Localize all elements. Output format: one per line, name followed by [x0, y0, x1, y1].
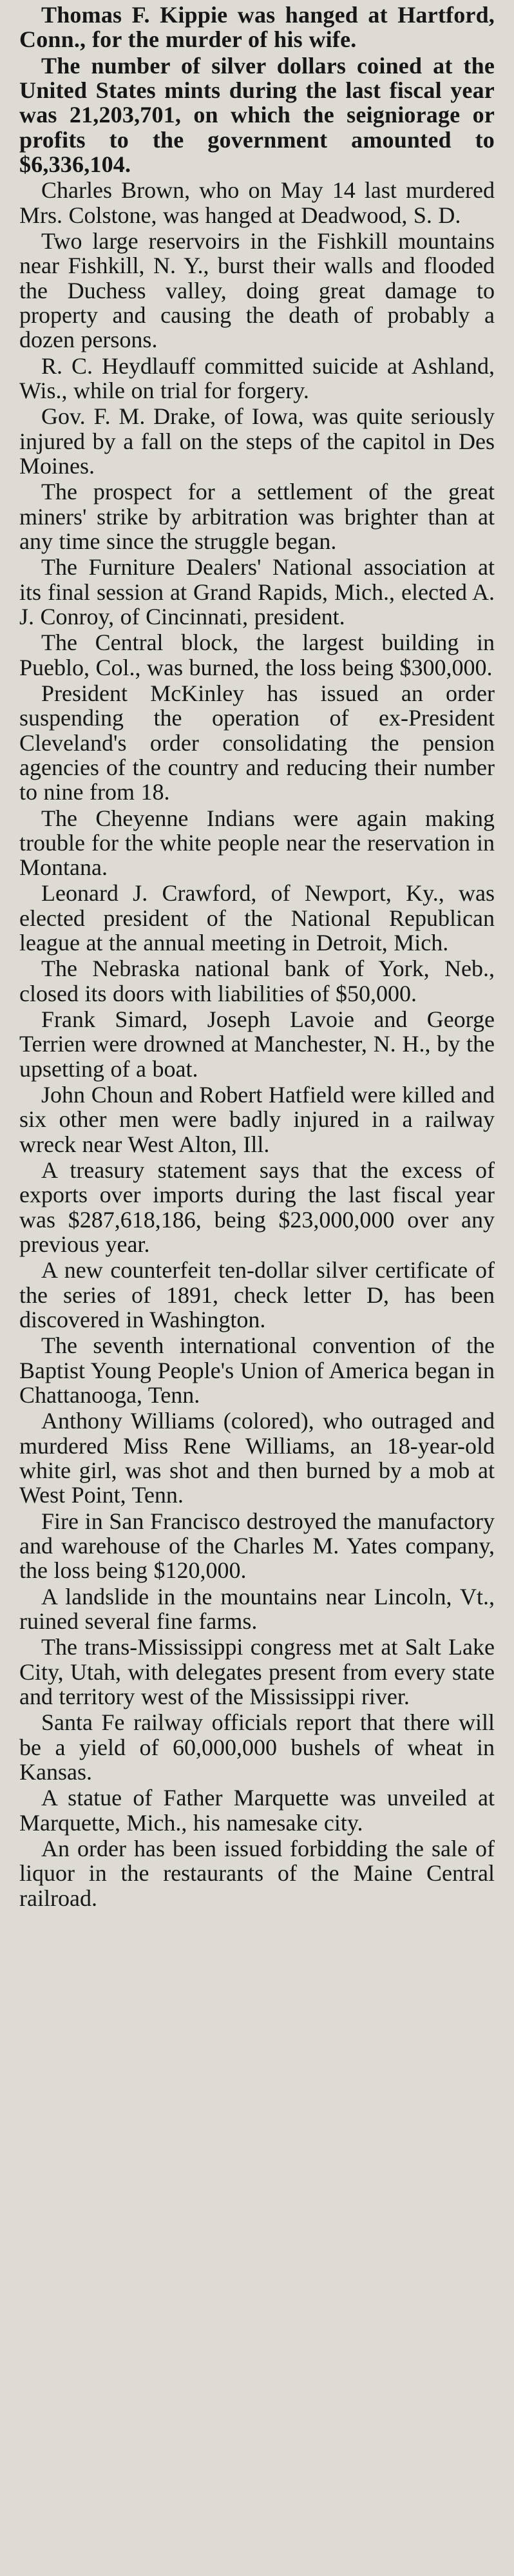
news-item-landslide: A landslide in the mountains near Lincoln, Vt., ruined several fine farms.: [19, 1583, 495, 1634]
news-item-san-francisco-fire: Fire in San Francisco destroyed the manufactory and warehouse of the Charles M. Yates company, the loss being $120,000.: [19, 1508, 495, 1584]
news-item-heydlauff: R. C. Heydlauff committed suicide at Ashland, Wis., while on trial for forgery.: [19, 352, 495, 403]
news-item-treasury-statement: A treasury statement says that the excess of exports over imports during the last fiscal year was $287,618,186, being $23,000,000 over any previous year.: [19, 1157, 495, 1258]
news-item-central-block: The Central block, the largest building in Pueblo, Col., was burned, the loss being $300,000.: [19, 630, 495, 680]
news-item-kippie-hanged: Thomas F. Kippie was hanged at Hartford, Conn., for the murder of his wife.: [19, 2, 495, 53]
news-item-silver-dollars: The number of silver dollars coined at the United States mints during the last fiscal year was 21,203,701, on which the seigniorage or profits to the government amounted to $6,336,104.: [19, 52, 495, 177]
news-item-trans-mississippi: The trans-Mississippi congress met at Salt Lake City, Utah, with delegates present from every state and territory west of the Mississippi river.: [19, 1634, 495, 1709]
news-item-railway-wreck: John Choun and Robert Hatfield were killed and six other men were badly injured in a railway wreck near West Alton, Ill.: [19, 1082, 495, 1157]
news-item-crawford: Leonard J. Crawford, of Newport, Ky., was elected president of the National Republican league at the annual meeting in Detroit, Mich.: [19, 880, 495, 956]
news-item-cheyenne: The Cheyenne Indians were again making trouble for the white people near the reservation in Montana.: [19, 805, 495, 881]
news-item-fishkill-reservoirs: Two large reservoirs in the Fishkill mountains near Fishkill, N. Y., burst their walls and flooded the Duchess valley, doing great damage to property and causing the death of probably a dozen persons.: [19, 227, 495, 353]
news-item-miners-strike: The prospect for a settlement of the great miners' strike by arbitration was brighter than at any time since the struggle began.: [19, 479, 495, 554]
news-item-west-point-mob: Anthony Williams (colored), who outraged and murdered Miss Rene Williams, an 18-year-old white girl, was shot and then burned by a mob at West Point, Tenn.: [19, 1408, 495, 1508]
news-item-maine-central: An order has been issued forbidding the sale of liquor in the restaurants of the Maine Central railroad.: [19, 1835, 495, 1911]
news-item-baptist-convention: The seventh international convention of the Baptist Young People's Union of America began in Chattanooga, Tenn.: [19, 1332, 495, 1408]
news-item-furniture-dealers: The Furniture Dealers' National association at its final session at Grand Rapids, Mich., elected A. J. Conroy, of Cincinnati, president.: [19, 554, 495, 630]
news-item-gov-drake: Gov. F. M. Drake, of Iowa, was quite seriously injured by a fall on the steps of the capitol in Des Moines.: [19, 403, 495, 479]
news-item-charles-brown: Charles Brown, who on May 14 last murdered Mrs. Colstone, was hanged at Deadwood, S. D.: [19, 177, 495, 228]
news-item-nebraska-bank: The Nebraska national bank of York, Neb., closed its doors with liabilities of $50,000.: [19, 956, 495, 1006]
news-item-counterfeit: A new counterfeit ten-dollar silver certificate of the series of 1891, check letter D, has been discovered in Washington.: [19, 1257, 495, 1333]
news-item-marquette-statue: A statue of Father Marquette was unveiled at Marquette, Mich., his namesake city.: [19, 1785, 495, 1836]
news-item-kansas-wheat: Santa Fe railway officials report that there will be a yield of 60,000,000 bushels of wheat in Kansas.: [19, 1709, 495, 1785]
news-item-manchester-drowning: Frank Simard, Joseph Lavoie and George Terrien were drowned at Manchester, N. H., by the upsetting of a boat.: [19, 1006, 495, 1082]
news-item-pension-agencies: President McKinley has issued an order suspending the operation of ex-President Cleveland's order consolidating the pension agencies of the country and reducing their number to nine from 18.: [19, 680, 495, 805]
